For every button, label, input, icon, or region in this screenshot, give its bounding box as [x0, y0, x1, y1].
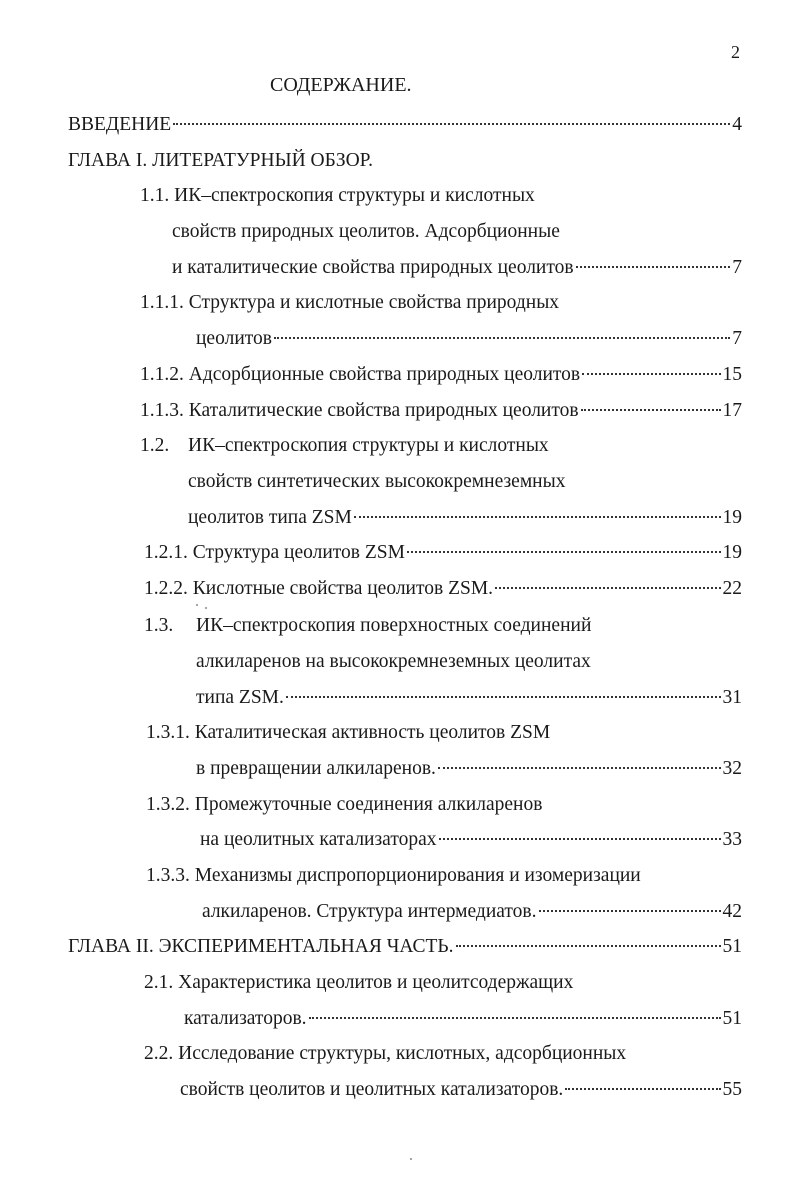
toc-page-number: 7 [732, 328, 742, 349]
toc-1-2-line-1: ИК–спектроскопия структуры и кислотных [188, 435, 549, 456]
toc-entry-text: на цеолитных катализаторах [200, 829, 437, 850]
dot-leader [565, 1088, 720, 1090]
toc-page-number: 55 [722, 1079, 742, 1100]
toc-1-2-line-2: свойств синтетических высококремнеземных [188, 471, 566, 492]
toc-entry-1-1 [172, 255, 742, 281]
scan-speck [196, 604, 198, 606]
toc-entry-text: цеолитов [196, 328, 272, 349]
toc-1-1-line-1: 1.1. ИК–спектроскопия структуры и кислотных [140, 185, 535, 206]
toc-entry-text: 1.2.1. Структура цеолитов ZSM [144, 542, 405, 563]
toc-entry-1-1-3 [140, 398, 742, 424]
scan-speck [410, 1158, 412, 1160]
toc-1-3-line-2: алкиларенов на высококремнеземных цеолитах [196, 651, 591, 672]
toc-entry-text: в превращении алкиларенов. [196, 758, 436, 779]
dot-leader [286, 696, 721, 698]
toc-entry-2-2 [180, 1077, 742, 1103]
toc-page-number: 22 [722, 578, 742, 599]
toc-entry-intro [68, 112, 742, 138]
toc-page-number: 32 [722, 758, 742, 779]
dot-leader [309, 1017, 721, 1019]
toc-entry-1-2 [188, 505, 742, 531]
toc-entry-1-2-2 [144, 576, 742, 602]
toc-page-number: 51 [722, 936, 742, 957]
toc-1-1-line-2: свойств природных цеолитов. Адсорбционные [172, 221, 560, 242]
toc-1-1-1-line-1: 1.1.1. Структура и кислотные свойства природных [140, 292, 560, 313]
toc-entry-2-1 [184, 1006, 742, 1032]
dot-leader [438, 767, 721, 769]
toc-entry-1-1-2 [140, 362, 742, 388]
toc-page-number: 33 [722, 829, 742, 850]
toc-2-2-line-1: 2.2. Исследование структуры, кислотных, адсорбционных [144, 1043, 627, 1064]
toc-2-1-line-1: 2.1. Характеристика цеолитов и цеолитсодержащих [144, 972, 574, 993]
dot-leader [576, 266, 731, 268]
toc-page-number: 51 [722, 1008, 742, 1029]
toc-1-3-line-1: ИК–спектроскопия поверхностных соединений [196, 615, 592, 636]
toc-entry-1-1-1 [196, 326, 742, 352]
page-number: 2 [731, 42, 740, 62]
toc-chapter-1: ГЛАВА I. ЛИТЕРАТУРНЫЙ ОБЗОР. [68, 150, 373, 171]
toc-entry-text: ГЛАВА II. ЭКСПЕРИМЕНТАЛЬНАЯ ЧАСТЬ. [68, 936, 454, 957]
dot-leader [539, 910, 721, 912]
toc-entry-1-3-3 [202, 899, 742, 925]
toc-entry-text: свойств цеолитов и цеолитных катализаторов. [180, 1079, 564, 1100]
toc-page-number: 42 [722, 901, 742, 922]
toc-entry-text: катализаторов. [184, 1008, 307, 1029]
dot-leader [274, 337, 730, 339]
dot-leader [173, 123, 730, 125]
toc-entry-text: ВВЕДЕНИЕ [68, 114, 172, 135]
toc-page-number: 31 [722, 687, 742, 708]
toc-page-number: 4 [732, 114, 742, 135]
toc-entry-1-3-1 [196, 756, 742, 782]
toc-page-number: 19 [722, 507, 742, 528]
scan-speck [205, 607, 207, 609]
dot-leader [354, 516, 721, 518]
toc-1-3-2-line-1: 1.3.2. Промежуточные соединения алкиларенов [146, 794, 543, 815]
dot-leader [456, 945, 721, 947]
toc-entry-1-3-2 [200, 827, 742, 853]
dot-leader [495, 587, 720, 589]
toc-1-2-number: 1.2. [140, 435, 170, 456]
dot-leader [581, 409, 721, 411]
toc-entry-text: 1.1.3. Каталитические свойства природных цеолитов [140, 400, 579, 421]
toc-entry-text: цеолитов типа ZSM [188, 507, 352, 528]
dot-leader [582, 373, 720, 375]
toc-entry-text: 1.1.2. Адсорбционные свойства природных цеолитов [140, 364, 581, 385]
dot-leader [407, 551, 721, 553]
toc-page-number: 15 [722, 364, 742, 385]
toc-entry-1-2-1 [144, 540, 742, 566]
toc-entry-text: типа ZSM. [196, 687, 284, 708]
toc-1-3-1-line-1: 1.3.1. Каталитическая активность цеолитов ZSM [146, 722, 551, 743]
toc-entry-text: и каталитические свойства природных цеолитов [172, 257, 574, 278]
toc-page-number: 19 [722, 542, 742, 563]
dot-leader [439, 838, 721, 840]
toc-page-number: 17 [722, 400, 742, 421]
toc-1-3-3-line-1: 1.3.3. Механизмы диспропорционирования и изомеризации [146, 865, 641, 886]
toc-entry-text: 1.2.2. Кислотные свойства цеолитов ZSM. [144, 578, 494, 599]
page-title: СОДЕРЖАНИЕ. [270, 74, 412, 96]
toc-chapter-2 [68, 934, 742, 960]
toc-page-number: 7 [732, 257, 742, 278]
toc-entry-1-3 [196, 685, 742, 711]
toc-1-3-number: 1.3. [144, 615, 174, 636]
toc-entry-text: алкиларенов. Структура интермедиатов. [202, 901, 537, 922]
